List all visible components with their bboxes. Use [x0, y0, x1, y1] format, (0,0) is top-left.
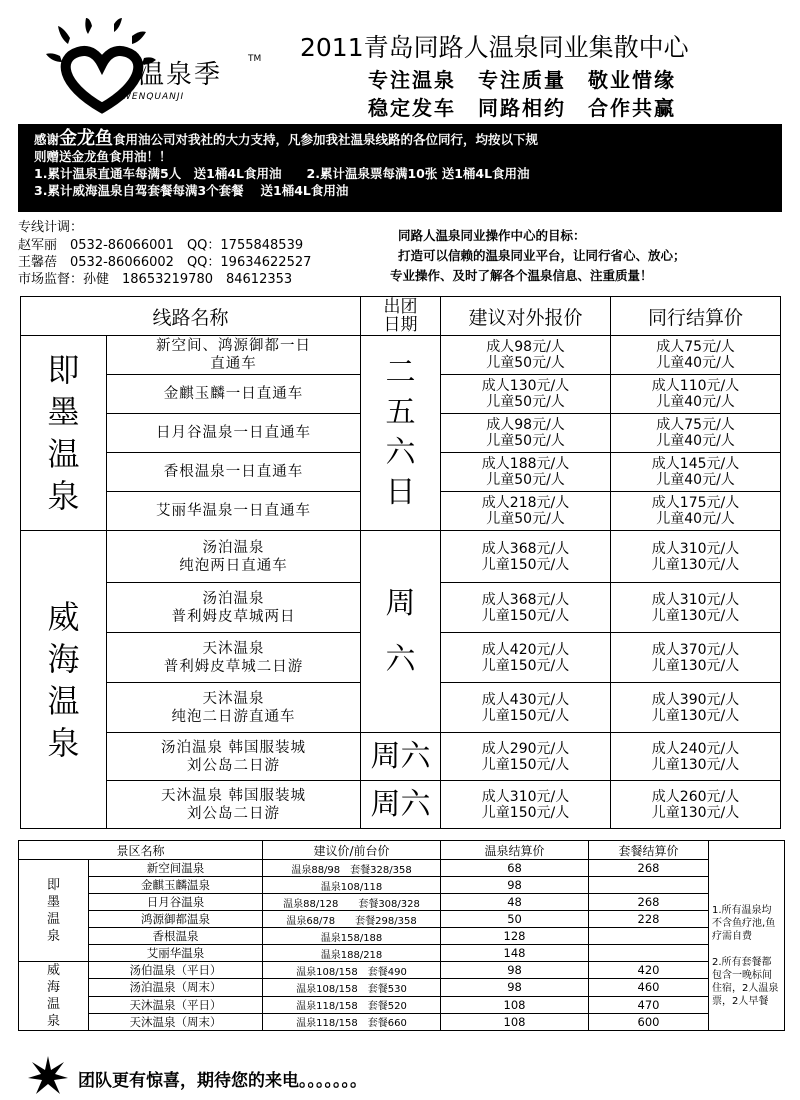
adult-price: 成人370元/人	[651, 641, 740, 658]
banner-line-4: 3.累计威海温泉自驾套餐每满3个套餐 送1桶4L食用油	[34, 183, 349, 198]
route-name	[107, 633, 361, 683]
scenic-price: 温泉108/158 套餐490	[263, 962, 441, 979]
package-price: 268	[589, 860, 709, 877]
package-price: 268	[589, 894, 709, 911]
spa-price: 68	[441, 860, 589, 877]
adult-price: 成人130元/人	[481, 378, 570, 394]
adult-price: 成人240元/人	[651, 740, 740, 757]
peer-price	[611, 375, 781, 414]
child-price: 儿童130元/人	[651, 607, 740, 624]
child-price: 儿童40元/人	[656, 472, 735, 488]
peer-price	[611, 492, 781, 531]
col-suggested-front-price: 建议价/前台价	[263, 841, 441, 860]
child-price: 儿童40元/人	[656, 355, 735, 371]
scenic-price: 温泉118/158 套餐520	[263, 996, 441, 1013]
schedule-weihai-label: 周 六	[385, 585, 446, 677]
notes-cell	[709, 860, 785, 1031]
route-name-l2: 直通车	[210, 356, 257, 372]
child-price: 儿童50元/人	[486, 433, 565, 449]
table-row	[21, 336, 781, 375]
adult-price: 成人368元/人	[481, 540, 570, 557]
page-title: 2011青岛同路人温泉同业集散中心	[300, 33, 689, 62]
route-name	[107, 683, 361, 733]
goal-heading: 同路人温泉同业操作中心的目标：	[398, 228, 586, 243]
spa-price: 148	[441, 945, 589, 962]
route-name-l2: 刘公岛二日游	[187, 805, 280, 822]
scenic-name: 天沐温泉（周末）	[89, 1013, 263, 1030]
banner-line-3: 1.累计温泉直通车每满5人 送1桶4L食用油 2.累计温泉票每满10张 送1桶4L食用油	[34, 166, 530, 181]
table-row	[19, 860, 785, 877]
suggested-price	[441, 453, 611, 492]
adult-price: 成人175元/人	[651, 495, 740, 511]
child-price: 儿童40元/人	[656, 433, 735, 449]
table-row	[19, 945, 785, 962]
scenic-name: 艾丽华温泉	[89, 945, 263, 962]
spa-price: 108	[441, 1013, 589, 1030]
route-name-l1: 天沐温泉	[202, 640, 265, 657]
peer-price	[611, 733, 781, 781]
peer-price	[611, 531, 781, 583]
col-package-net-price: 套餐结算价	[589, 841, 709, 860]
col-spa-net-price: 温泉结算价	[441, 841, 589, 860]
adult-price: 成人75元/人	[656, 417, 735, 433]
suggested-price	[441, 633, 611, 683]
route-name	[107, 583, 361, 633]
route-name-l2: 纯泡二日游直通车	[171, 708, 296, 725]
scenic-region-weihai	[19, 962, 89, 1031]
route-name	[107, 733, 361, 781]
table-row	[21, 733, 781, 781]
package-price: 470	[589, 996, 709, 1013]
child-price: 儿童130元/人	[651, 756, 740, 773]
route-name-l2: 刘公岛二日游	[187, 757, 280, 774]
scenic-region-jimo	[19, 860, 89, 962]
child-price: 儿童150元/人	[481, 804, 570, 821]
child-price: 儿童50元/人	[486, 355, 565, 371]
sponsor-banner	[18, 124, 782, 212]
adult-price: 成人260元/人	[651, 788, 740, 805]
slogan-line-2: 稳定发车 同路相约 合作共赢	[368, 96, 676, 120]
package-price: 600	[589, 1013, 709, 1030]
table-row	[21, 781, 781, 829]
child-price: 儿童130元/人	[651, 707, 740, 724]
scenic-name: 香根温泉	[89, 928, 263, 945]
package-price	[589, 945, 709, 962]
adult-price: 成人98元/人	[486, 417, 565, 433]
child-price: 儿童40元/人	[656, 394, 735, 410]
scenic-price-table	[18, 840, 785, 1031]
spa-price: 98	[441, 877, 589, 894]
scenic-price: 温泉108/158 套餐530	[263, 979, 441, 996]
spa-price: 98	[441, 962, 589, 979]
child-price: 儿童50元/人	[486, 472, 565, 488]
schedule-weihai-b: 周六	[361, 781, 441, 829]
route-name-l1: 新空间、鸿源御都一日	[156, 338, 311, 354]
peer-price	[611, 633, 781, 683]
goal-line-2: 打造可以信赖的温泉同业平台，让同行省心、放心；	[398, 248, 686, 263]
schedule-weihai-a: 周六	[361, 733, 441, 781]
route-name	[107, 336, 361, 375]
route-name-l1: 天沐温泉	[202, 690, 265, 707]
footer-message: 团队更有惊喜，期待您的来电。。。。。。。	[78, 1071, 367, 1091]
package-price: 228	[589, 911, 709, 928]
banner-thanks: 感谢	[34, 132, 60, 147]
adult-price: 成人420元/人	[481, 641, 570, 658]
table-row	[19, 894, 785, 911]
scenic-price: 温泉88/98 套餐328/358	[263, 860, 441, 877]
adult-price: 成人430元/人	[481, 691, 570, 708]
adult-price: 成人145元/人	[651, 456, 740, 472]
spa-price: 50	[441, 911, 589, 928]
table-row	[21, 531, 781, 583]
col-departure-date-label: 出团日期	[383, 297, 418, 335]
suggested-price	[441, 336, 611, 375]
route-price-table	[20, 296, 781, 829]
col-scenic-name: 景区名称	[19, 841, 263, 860]
spa-price: 128	[441, 928, 589, 945]
region-weihai	[21, 531, 107, 829]
adult-price: 成人310元/人	[481, 788, 570, 805]
peer-price	[611, 683, 781, 733]
scenic-table-header	[19, 841, 785, 860]
route-name-l1: 汤泊温泉	[202, 539, 265, 556]
table-row	[19, 962, 785, 979]
schedule-jimo-label: 二五六日	[385, 355, 416, 510]
banner-brand: 金龙鱼	[59, 128, 114, 149]
scenic-name: 鸿源御都温泉	[89, 911, 263, 928]
scenic-name: 汤伯温泉（平日）	[89, 962, 263, 979]
adult-price: 成人368元/人	[481, 591, 570, 608]
peer-price	[611, 583, 781, 633]
spa-price: 108	[441, 996, 589, 1013]
child-price: 儿童40元/人	[656, 511, 735, 527]
logo-subtitle: WENQUANJI	[122, 92, 185, 102]
scenic-price: 温泉108/118	[263, 877, 441, 894]
child-price: 儿童130元/人	[651, 804, 740, 821]
scenic-region-weihai-label: 威海温泉	[46, 963, 60, 1029]
package-price	[589, 877, 709, 894]
col-suggested-price: 建议对外报价	[441, 297, 611, 336]
scenic-price: 温泉88/128 套餐308/328	[263, 894, 441, 911]
col-departure-date	[361, 297, 441, 336]
child-price: 儿童50元/人	[486, 394, 565, 410]
table-row	[19, 911, 785, 928]
table-row	[19, 996, 785, 1013]
suggested-price	[441, 781, 611, 829]
route-name: 香根温泉一日直通车	[107, 453, 361, 492]
logo-trademark: TM	[248, 54, 262, 64]
route-name-l1: 天沐温泉 韩国服装城	[160, 787, 307, 804]
contact-line-1: 赵军丽 0532-86066001 QQ：1755848539	[18, 238, 304, 253]
suggested-price	[441, 683, 611, 733]
peer-price	[611, 781, 781, 829]
contact-line-3: 市场监督：孙健 18653219780 84612353	[18, 272, 293, 287]
region-jimo-label: 即墨温泉	[47, 351, 80, 515]
scenic-name: 日月谷温泉	[89, 894, 263, 911]
banner-line-1-text: 食用油公司对我社的大力支持，凡参加我社温泉线路的各位同行，均按以下规	[113, 132, 539, 147]
suggested-price	[441, 733, 611, 781]
suggested-price	[441, 492, 611, 531]
child-price: 儿童150元/人	[481, 657, 570, 674]
adult-price: 成人98元/人	[486, 339, 565, 355]
slogan-line-1: 专注温泉 专注质量 敬业惜缘	[368, 68, 676, 92]
adult-price: 成人310元/人	[651, 540, 740, 557]
peer-price	[611, 336, 781, 375]
logo-wordmark: 温泉季	[138, 60, 223, 90]
scenic-name: 新空间温泉	[89, 860, 263, 877]
spa-price: 48	[441, 894, 589, 911]
adult-price: 成人110元/人	[651, 378, 740, 394]
col-route-name: 线路名称	[21, 297, 361, 336]
adult-price: 成人310元/人	[651, 591, 740, 608]
contacts-label: 专线计调：	[18, 220, 84, 235]
route-name-l1: 汤泊温泉	[202, 590, 265, 607]
notes-text: 1.所有温泉均不含鱼疗池,鱼疗需自费 2.所有套餐都包含一晚标间住宿，2人温泉票，2人早餐	[712, 904, 779, 1007]
route-name	[107, 781, 361, 829]
child-price: 儿童50元/人	[486, 511, 565, 527]
scenic-price: 温泉118/158 套餐660	[263, 1013, 441, 1030]
adult-price: 成人188元/人	[481, 456, 570, 472]
adult-price: 成人390元/人	[651, 691, 740, 708]
child-price: 儿童150元/人	[481, 607, 570, 624]
child-price: 儿童130元/人	[651, 657, 740, 674]
region-jimo	[21, 336, 107, 531]
child-price: 儿童150元/人	[481, 756, 570, 773]
star-burst-icon	[28, 1056, 68, 1096]
scenic-price: 温泉158/188	[263, 928, 441, 945]
route-name	[107, 531, 361, 583]
suggested-price	[441, 414, 611, 453]
table-row	[19, 979, 785, 996]
route-name-l2: 普利姆皮草城二日游	[163, 658, 304, 675]
route-name: 日月谷温泉一日直通车	[107, 414, 361, 453]
schedule-weihai	[361, 531, 446, 733]
scenic-name: 汤泊温泉（周末）	[89, 979, 263, 996]
spa-price: 98	[441, 979, 589, 996]
suggested-price	[441, 531, 611, 583]
adult-price: 成人218元/人	[481, 495, 570, 511]
table-row	[19, 1013, 785, 1030]
package-price: 420	[589, 962, 709, 979]
contact-line-2: 王馨蓓 0532-86066002 QQ：19634622527	[18, 255, 312, 270]
scenic-name: 金麒玉麟温泉	[89, 877, 263, 894]
peer-price	[611, 414, 781, 453]
goal-line-3: 专业操作、及时了解各个温泉信息、注重质量！	[390, 268, 653, 283]
notes-header	[709, 841, 785, 860]
region-weihai-label: 威海温泉	[47, 597, 80, 762]
adult-price: 成人75元/人	[656, 339, 735, 355]
child-price: 儿童150元/人	[481, 556, 570, 573]
child-price: 儿童150元/人	[481, 707, 570, 724]
banner-line-1	[34, 130, 772, 148]
scenic-region-jimo-label: 即墨温泉	[46, 877, 60, 944]
adult-price: 成人290元/人	[481, 740, 570, 757]
scenic-price: 温泉68/78 套餐298/358	[263, 911, 441, 928]
peer-price	[611, 453, 781, 492]
route-name-l2: 纯泡两日直通车	[179, 557, 288, 574]
scenic-price: 温泉188/218	[263, 945, 441, 962]
package-price: 460	[589, 979, 709, 996]
route-table-header	[21, 297, 781, 336]
table-row	[19, 877, 785, 894]
package-price	[589, 928, 709, 945]
route-name: 艾丽华温泉一日直通车	[107, 492, 361, 531]
route-name-l1: 汤泊温泉 韩国服装城	[160, 739, 307, 756]
suggested-price	[441, 375, 611, 414]
child-price: 儿童130元/人	[651, 556, 740, 573]
suggested-price	[441, 583, 611, 633]
schedule-jimo	[361, 336, 441, 531]
banner-line-2: 则赠送金龙鱼食用油！！	[34, 149, 172, 164]
scenic-name: 天沐温泉（平日）	[89, 996, 263, 1013]
route-name: 金麒玉麟一日直通车	[107, 375, 361, 414]
route-name-l2: 普利姆皮草城两日	[171, 608, 296, 625]
table-row	[19, 928, 785, 945]
col-peer-price: 同行结算价	[611, 297, 781, 336]
